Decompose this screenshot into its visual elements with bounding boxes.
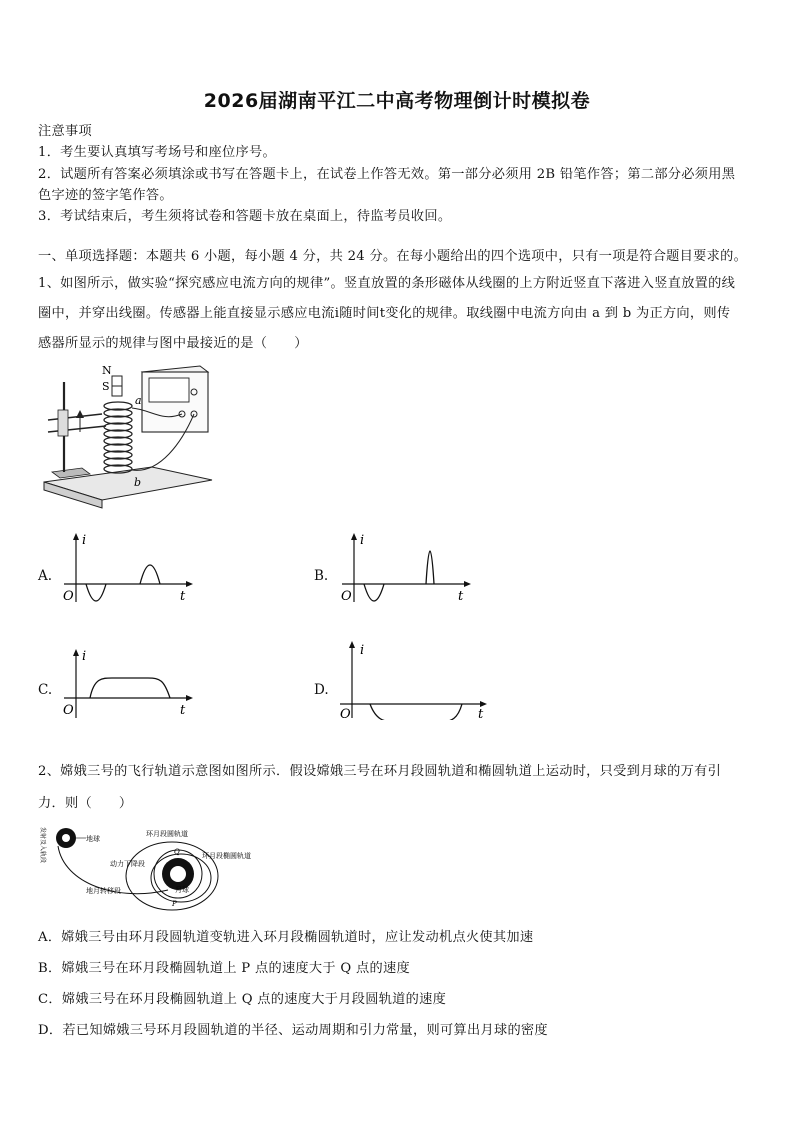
origin-label: O (341, 589, 352, 604)
axis-i-label: i (360, 643, 365, 658)
origin-label: O (63, 703, 74, 718)
label-transfer: 地月转移段 (86, 887, 121, 895)
page-title: 2026届湖南平江二中高考物理倒计时模拟卷 (203, 90, 591, 112)
origin-label: O (63, 589, 74, 604)
label-moon: 月球 (175, 886, 189, 894)
axis-i-label: i (360, 533, 365, 548)
notice-item: 1．考生要认真填写考场号和座位序号。 (38, 145, 276, 160)
label-p: P (172, 900, 177, 908)
q1-apparatus-figure (42, 362, 214, 518)
coil-a-label: a (135, 394, 142, 407)
q1-text: 圈中，并穿出线圈。传感器上能直接显示感应电流i随时间t变化的规律。取线圈中电流方向由 a 到 b 为正方向，则传 (38, 306, 731, 321)
label-q: Q (174, 848, 180, 856)
q2-text: 力．则（ ） (38, 796, 133, 811)
axis-t-label: t (180, 589, 186, 604)
coil-b-label: b (134, 476, 142, 489)
section-heading: 一、单项选择题：本题共 6 小题，每小题 4 分，共 24 分。在每小题给出的四个选项中，只有一项是符合题目要求的。 (38, 249, 748, 264)
q2-orbit-figure (38, 824, 268, 916)
notice-item: 色字迹的签字笔作答。 (38, 188, 173, 203)
axis-i-label: i (82, 649, 87, 664)
q2-option-d[interactable]: D．若已知嫦娥三号环月段圆轨道的半径、运动周期和引力常量，则可算出月球的密度 (38, 1023, 548, 1038)
notice-item: 2．试题所有答案必须填涂或书写在答题卡上，在试卷上作答无效。第一部分必须用 2B 铅笔作答；第二部分必须用黑 (38, 167, 736, 182)
notice-heading: 注意事项 (38, 124, 92, 139)
label-earth: 地球 (86, 835, 100, 843)
q1-option-a-graph (60, 532, 200, 604)
q2-option-b[interactable]: B．嫦娥三号在环月段椭圆轨道上 P 点的速度大于 Q 点的速度 (38, 961, 410, 976)
q1-text: 1、如图所示，做实验“探究感应电流方向的规律”。竖直放置的条形磁体从线圈的上方附近竖直下落进入竖直放置的线 (38, 276, 736, 291)
q1-option-d-graph (336, 640, 496, 720)
magnet-s-label: S (102, 380, 110, 393)
q1-option-c-graph (60, 648, 200, 720)
axis-t-label: t (478, 707, 484, 720)
axis-t-label: t (180, 703, 186, 718)
origin-label: O (340, 707, 351, 720)
q1-option-d-label[interactable]: D. (314, 682, 329, 698)
q1-option-c-label[interactable]: C. (38, 682, 53, 698)
q1-option-b-label[interactable]: B. (314, 568, 329, 584)
label-ellipse-orbit: 环月段椭圆轨道 (202, 852, 251, 860)
q2-option-c[interactable]: C．嫦娥三号在环月段椭圆轨道上 Q 点的速度大于月段圆轨道的速度 (38, 992, 447, 1007)
q2-text: 2、嫦娥三号的飞行轨道示意图如图所示．假设嫦娥三号在环月段圆轨道和椭圆轨道上运动时，只受到月球的万有引 (38, 764, 722, 779)
q2-option-a[interactable]: A．嫦娥三号由环月段圆轨道变轨进入环月段椭圆轨道时，应让发动机点火使其加速 (38, 930, 534, 945)
magnet-n-label: N (102, 364, 112, 377)
label-circle-orbit: 环月段圆轨道 (146, 830, 188, 838)
label-descent: 动力下降段 (110, 860, 145, 868)
notice-item: 3．考试结束后，考生须将试卷和答题卡放在桌面上，待监考员收回。 (38, 209, 452, 224)
axis-t-label: t (458, 589, 464, 604)
axis-i-label: i (82, 533, 87, 548)
label-launch: 发射及入轨段 (39, 827, 46, 864)
q1-option-b-graph (338, 532, 478, 604)
q1-option-a-label[interactable]: A. (38, 568, 53, 584)
q1-text: 感器所显示的规律与图中最接近的是（ ） (38, 336, 308, 351)
